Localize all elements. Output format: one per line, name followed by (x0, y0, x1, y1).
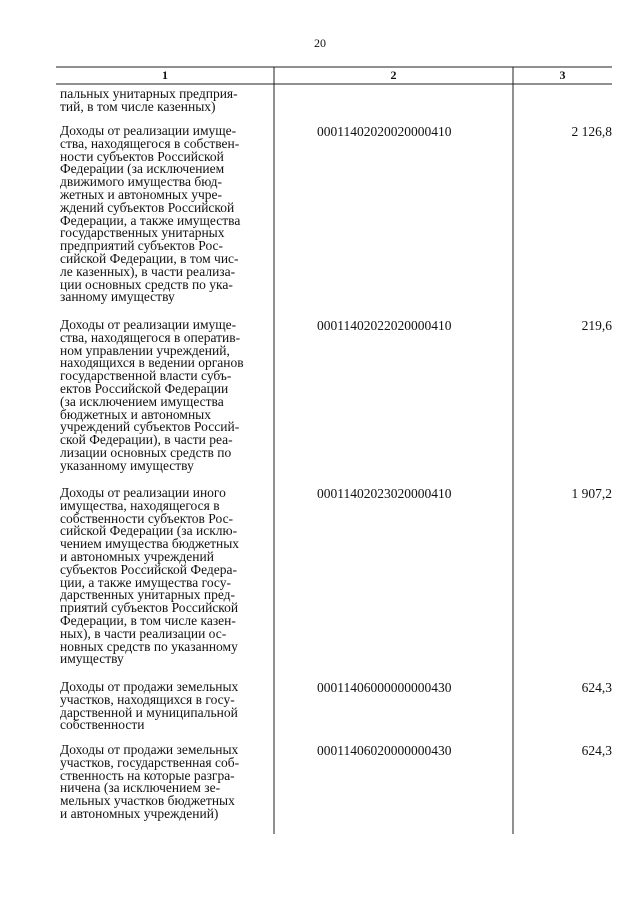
row-5-name: Доходы от продажи земельных участков, находящихся в госу- дарственной и муниципальной собственности (60, 679, 239, 733)
page-number: 20 (314, 36, 326, 50)
row-2-amount: 2 126,8 (571, 124, 612, 139)
row-3-code: 00011402022020000410 (317, 318, 452, 333)
row-1-name: пальных унитарных предприя- тий, в том числе казенных) (60, 86, 238, 114)
row-5-code: 00011406000000000430 (317, 680, 452, 695)
row-2-code: 00011402020020000410 (317, 124, 452, 139)
row-4-name: Доходы от реализации иного имущества, находящегося в собственности субъектов Рос- сийской Федерации (за исклю- чением имущества бюджетных и автономных учреждений субъектов Российской Федера- ции, а также имущества госу- дарственных унитарных пред- приятий субъектов Российской Федерации, в том числе казен- ных), в части реализации ос- новных средств по указанному имуществу (60, 485, 240, 667)
row-6-code: 00011406020000000430 (317, 743, 452, 758)
row-4-code: 00011402023020000410 (317, 486, 452, 501)
row-2-name: Доходы от реализации имуще- ства, находящегося в собствен- ности субъектов Российской Федерации (за исключением движимого имущества бюд- жетных и автономных учре- ждений субъектов Российской Федерации, а также имущества государственных унитарных предприятий субъектов Рос- сийской Федерации, в том чис- ле казенных), в части реализа- ции основных средств по ука- занному имуществу (60, 123, 241, 305)
column-header-1: 1 (162, 68, 168, 82)
column-header-3: 3 (559, 68, 566, 82)
row-5-amount: 624,3 (581, 680, 612, 695)
row-4-amount: 1 907,2 (571, 486, 612, 501)
row-6-amount: 624,3 (581, 743, 612, 758)
row-3-name: Доходы от реализации имуще- ства, находящегося в оператив- ном управлении учреждений, находящихся в ведении органов государственной власти субъ- ектов Российской Федерации (за исключением имущества бюджетных и автономных учреждений субъектов Россий- ской Федерации), в части реа- лизации основных средств по указанному имуществу (60, 317, 244, 473)
row-3-amount: 219,6 (581, 318, 612, 333)
row-6-name: Доходы от продажи земельных участков, государственная соб- ственность на которые разгра- ничена (за исключением зе- мельных участков бюджетных и автономных учреждений) (60, 742, 240, 821)
column-header-2: 2 (390, 68, 397, 82)
